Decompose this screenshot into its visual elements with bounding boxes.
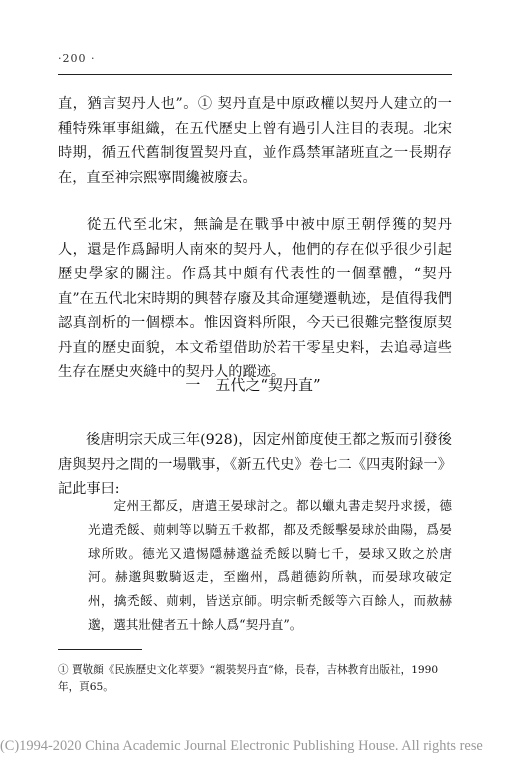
footnote-divider (58, 649, 142, 650)
paragraph-1: 直，猶言契丹人也”。① 契丹直是中原政權以契丹人建立的一種特殊軍事組織，在五代歷史上曾有過引人注目的表現。北宋時期，循五代舊制復置契丹直，並作爲禁軍諸班直之一長期存在，直至神宗熙寧間纔被廢去。 (58, 96, 452, 186)
header-divider (58, 74, 452, 75)
paragraph-3 (58, 428, 452, 502)
block-quote-text: 定州王都反，唐遣王晏球討之。都以蠟丸書走契丹求援，德光遣禿餒、荝剌等以騎五千救都，都及禿餒擊晏球於曲陽，爲晏球所敗。德光又遣惕隱赫邈益禿餒以騎七千，晏球又敗之於唐河。赫邈與數騎返走，至幽州，爲趙德鈞所執，而晏球攻破定州，擒禿餒、荝剌，皆送京師。明宗斬禿餒等六百餘人，而赦赫邈，選其壯健者五十餘人爲“契丹直”。 (88, 498, 452, 632)
block-quote (88, 494, 452, 637)
paragraph-3-text: 後唐明宗天成三年(928)，因定州節度使王都之叛而引發後唐與契丹之間的一場戰事，《新五代史》卷七二《四夷附録一》記此事曰: (58, 432, 452, 497)
page-number: ·200 · (58, 52, 96, 65)
paragraph-2 (58, 213, 452, 385)
section-heading: 一 五代之“契丹直” (185, 376, 321, 394)
copyright-watermark: (C)1994-2020 China Academic Journal Electronic Publishing House. All rights rese (0, 738, 483, 754)
paragraph-2-text: 從五代至北宋，無論是在戰爭中被中原王朝俘獲的契丹人，還是作爲歸明人南來的契丹人，他們的存在似乎很少引起歷史學家的關注。作爲其中頗有代表性的一個羣體，“契丹直”在五代北宋時期的興替存廢及其命運變遷軌迹，是值得我們認真剖析的一個標本。惟因資料所限，今天已很難完整復原契丹直的歷史面貌，本文希望借助於若干零星史料，去追尋這些生存在歷史夾縫中的契丹人的蹤迹。 (58, 217, 452, 380)
footnote: ① 賈敬顔《民族歷史文化萃要》“親裝契丹直”條，長春，吉林教育出版社，1990年，頁65。 (58, 664, 439, 693)
